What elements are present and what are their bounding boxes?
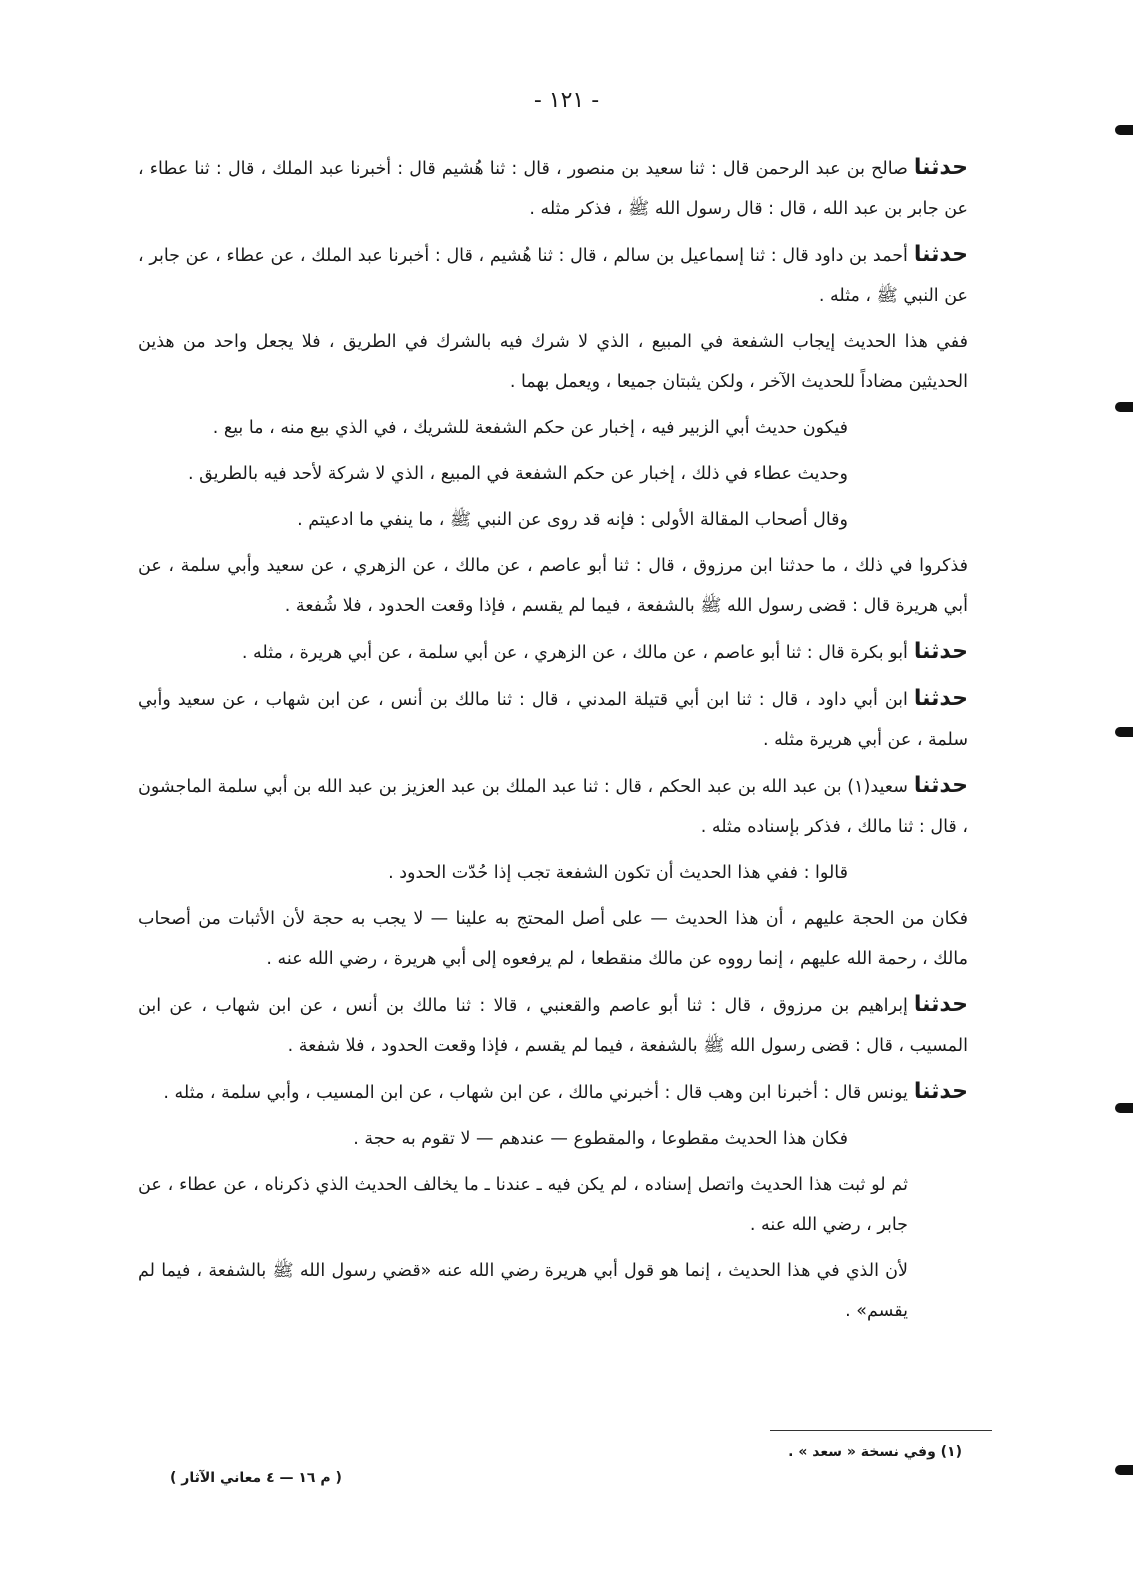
paragraph-lead-word: حدثنا — [913, 242, 968, 267]
paragraph — [138, 899, 968, 979]
paragraph — [138, 148, 968, 229]
paragraph-lead-word: حدثنا — [913, 686, 968, 711]
paragraph — [138, 1072, 968, 1113]
edge-mark — [1115, 402, 1133, 412]
paragraph — [138, 679, 968, 760]
paragraph-lead-word: حدثنا — [913, 155, 968, 180]
paragraph-lead-word: حدثنا — [913, 773, 968, 798]
paragraph — [138, 408, 968, 448]
paragraph-text: وقال أصحاب المقالة الأولى : فإنه قد روى عن النبي ﷺ ، ما ينفي ما ادعيتم . — [297, 510, 848, 530]
paragraph-text: أحمد بن داود قال : ثنا إسماعيل بن سالم ، قال : ثنا هُشيم ، قال : أخبرنا عبد الملك ، عن عطاء ، عن جابر ، عن النبي ﷺ ، مثله . — [138, 246, 968, 306]
paragraph-text: فكان هذا الحديث مقطوعا ، والمقطوع — عندهم — لا تقوم به حجة . — [353, 1129, 848, 1149]
paragraph — [138, 500, 968, 540]
paragraph — [138, 766, 968, 847]
paragraph-text: قالوا : ففي هذا الحديث أن تكون الشفعة تجب إذا حُدّت الحدود . — [388, 863, 848, 883]
edge-mark — [1115, 1103, 1133, 1113]
paragraph-text: صالح بن عبد الرحمن قال : ثنا سعيد بن منصور ، قال : ثنا هُشيم قال : أخبرنا عبد الملك ، قال : ثنا عطاء ، عن جابر بن عبد الله ، قال : قال رسول الله ﷺ ، فذكر مثله . — [138, 159, 968, 219]
paragraph — [138, 546, 968, 626]
paragraph-text: لأن الذي في هذا الحديث ، إنما هو قول أبي هريرة رضي الله عنه «قضي رسول الله ﷺ بالشفعة ، فيما لم يقسم» . — [138, 1261, 908, 1321]
paragraph-lead-word: حدثنا — [913, 1079, 968, 1104]
paragraph — [138, 985, 968, 1066]
volume-signature: ( م ١٦ — ٤ معاني الآثار ) — [170, 1470, 342, 1486]
paragraph — [138, 1251, 968, 1331]
footnote-divider — [770, 1430, 992, 1431]
paragraph-text: سعيد(١) بن عبد الله بن عبد الحكم ، قال : ثنا عبد الملك بن عبد العزيز بن عبد الله بن أبي سلمة الماجشون ، قال : ثنا مالك ، فذكر بإسناده مثله . — [138, 777, 968, 837]
paragraph-text: فكان من الحجة عليهم ، أن هذا الحديث — على أصل المحتج به علينا — لا يجب به حجة لأن الأثبات من أصحاب مالك ، رحمة الله عليهم ، إنما رووه عن مالك منقطعا ، لم يرفعوه إلى أبي هريرة ، رضي الله عنه . — [138, 909, 968, 969]
paragraph — [138, 1165, 968, 1245]
paragraph-text: ففي هذا الحديث إيجاب الشفعة في المبيع ، الذي لا شرك فيه بالشرك في الطريق ، فلا يجعل واحد من هذين الحديثين مضاداً للحديث الآخر ، ولكن يثبتان جميعا ، ويعمل بهما . — [138, 332, 968, 392]
paragraph-text: ابن أبي داود ، قال : ثنا ابن أبي قتيلة المدني ، قال : ثنا مالك بن أنس ، عن ابن شهاب ، عن سعيد وأبي سلمة ، عن أبي هريرة مثله . — [138, 690, 968, 750]
paragraph — [138, 322, 968, 402]
edge-mark — [1115, 727, 1133, 737]
paragraph-lead-word: حدثنا — [913, 639, 968, 664]
page-number: - ١٢١ - — [533, 88, 600, 113]
text-body — [138, 148, 968, 1337]
edge-mark — [1115, 1465, 1133, 1475]
paragraph — [138, 235, 968, 316]
paragraph-text: يونس قال : أخبرنا ابن وهب قال : أخبرني مالك ، عن ابن شهاب ، عن ابن المسيب ، وأبي سلمة ، مثله . — [163, 1083, 908, 1103]
paragraph-text: فيكون حديث أبي الزبير فيه ، إخبار عن حكم الشفعة للشريك ، في الذي بيع منه ، ما بيع . — [212, 418, 848, 438]
paragraph-text: ثم لو ثبت هذا الحديث واتصل إسناده ، لم يكن فيه ـ عندنا ـ ما يخالف الحديث الذي ذكرناه ، عن عطاء ، عن جابر ، رضي الله عنه . — [138, 1175, 908, 1235]
paragraph — [138, 454, 968, 494]
paragraph-text: وحديث عطاء في ذلك ، إخبار عن حكم الشفعة في المبيع ، الذي لا شركة لأحد فيه بالطريق . — [187, 464, 848, 484]
paragraph-lead-word: حدثنا — [913, 992, 968, 1017]
paragraph-text: فذكروا في ذلك ، ما حدثنا ابن مرزوق ، قال : ثنا أبو عاصم ، عن مالك ، عن الزهري ، عن سعيد وأبي سلمة ، عن أبي هريرة قال : قضى رسول الله ﷺ بالشفعة ، فيما لم يقسم ، فإذا وقعت الحدود ، فلا شُفعة . — [138, 556, 968, 616]
paragraph-text: إبراهيم بن مرزوق ، قال : ثنا أبو عاصم والقعنبي ، قالا : ثنا مالك بن أنس ، عن ابن شهاب ، عن ابن المسيب ، قال : قضى رسول الله ﷺ بالشفعة ، فيما لم يقسم ، فإذا وقعت الحدود ، فلا شفعة . — [138, 996, 968, 1056]
paragraph — [138, 632, 968, 673]
paragraph-text: أبو بكرة قال : ثنا أبو عاصم ، عن مالك ، عن الزهري ، عن أبي سلمة ، عن أبي هريرة ، مثله . — [241, 643, 908, 663]
edge-mark — [1115, 125, 1133, 135]
paragraph — [138, 1119, 968, 1159]
footnote: (١) وفي نسخة « سعد » . — [788, 1444, 962, 1460]
paragraph — [138, 853, 968, 893]
